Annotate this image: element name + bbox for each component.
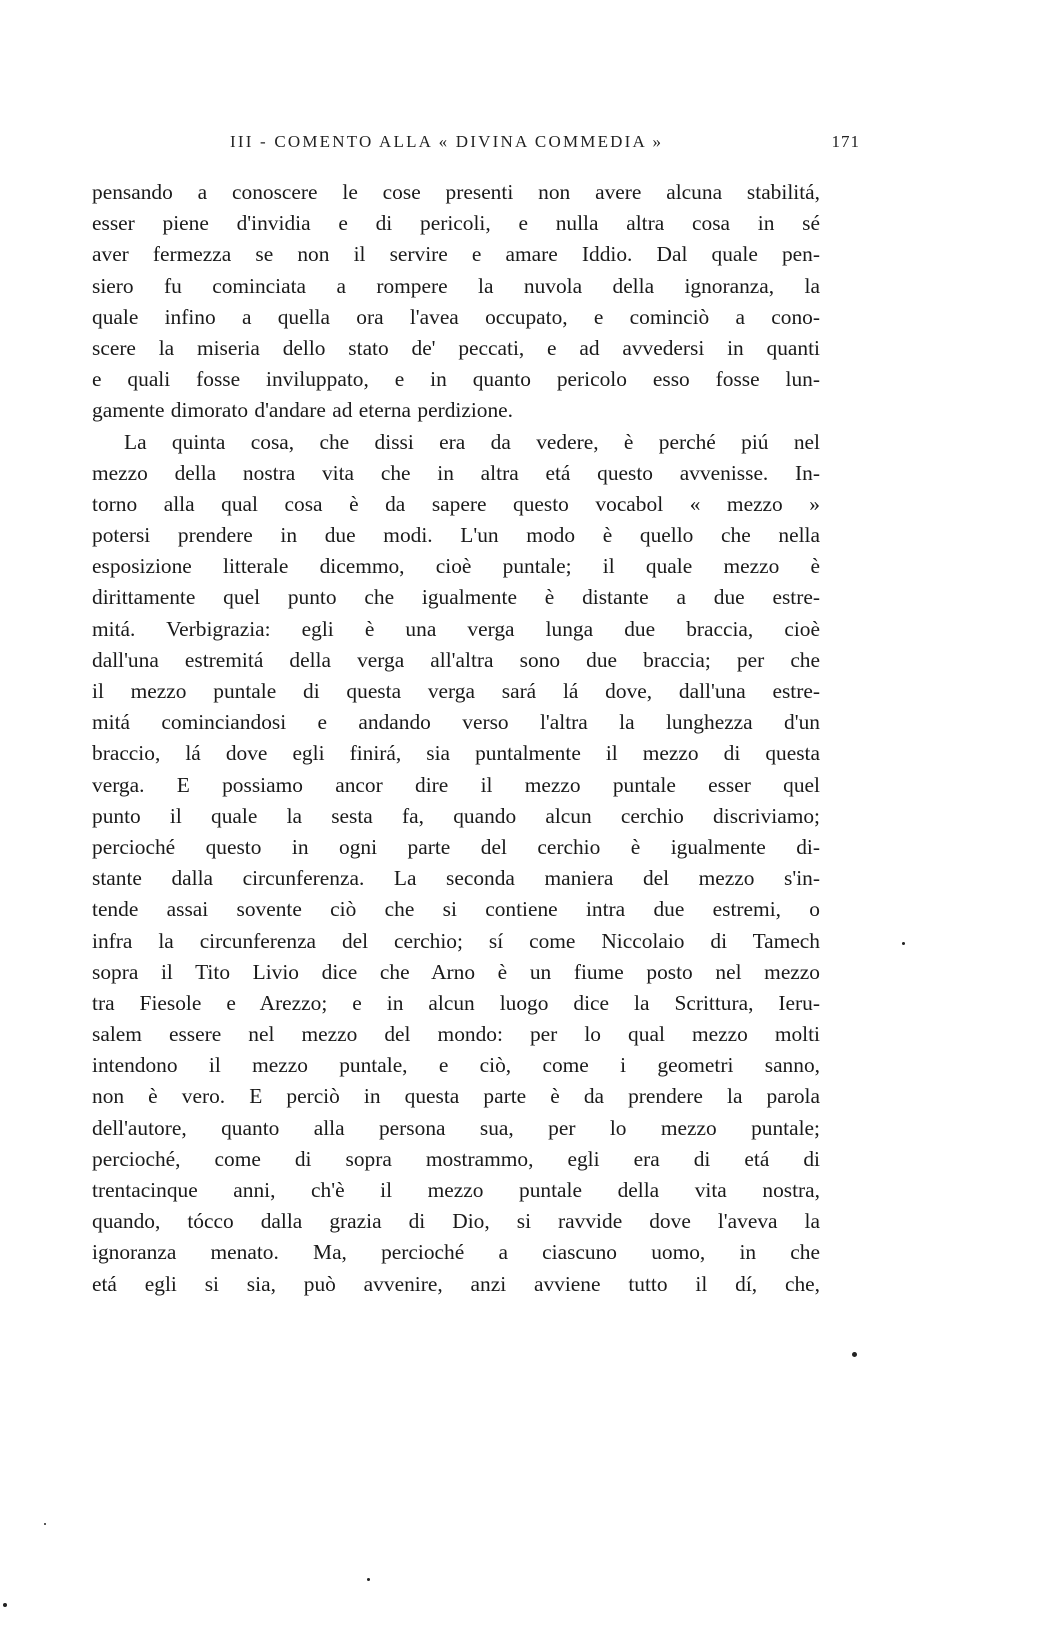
text-line: ignoranza menato. Ma, percioché a ciascuno uomo, in che	[92, 1240, 820, 1265]
text-line: scere la miseria dello stato de' peccati, e ad avvedersi in quanti	[92, 335, 820, 360]
text-line: il mezzo puntale di questa verga sará lá dove, dall'una estre-	[92, 679, 820, 703]
text-line: gamente dimorato d'andare ad eterna perdizione.	[92, 398, 514, 423]
text-line: trentacinque anni, ch'è il mezzo puntale della vita nostra,	[92, 1178, 820, 1202]
text-line: dirittamente quel punto che igualmente è distante a due estre-	[92, 585, 820, 610]
text-line: esser piene d'invidia e di pericoli, e nulla altra cosa in sé	[92, 211, 820, 236]
text-line: potersi prendere in due modi. L'un modo è quello che nella	[92, 523, 820, 548]
text-line: etá egli si sia, può avvenire, anzi avviene tutto il dí, che,	[92, 1271, 820, 1296]
text-line: intendono il mezzo puntale, e ciò, come i geometri sanno,	[92, 1053, 820, 1078]
text-line: torno alla qual cosa è da sapere questo vocabol « mezzo »	[92, 491, 820, 516]
text-line: salem essere nel mezzo del mondo: per lo qual mezzo molti	[92, 1022, 820, 1047]
text-line: mezzo della nostra vita che in altra etá questo avvenisse. In-	[92, 460, 820, 485]
text-line: quale infino a quella ora l'avea occupato, e cominciò a cono-	[92, 304, 820, 329]
text-line: sopra il Tito Livio dice che Arno è un fiume posto nel mezzo	[92, 959, 820, 984]
scan-speck	[367, 1578, 370, 1581]
text-line: infra la circunferenza del cerchio; sí come Niccolaio di Tamech	[92, 928, 820, 953]
text-line: percioché, come di sopra mostrammo, egli era di etá di	[92, 1146, 820, 1171]
text-line: aver fermezza se non il servire e amare Iddio. Dal quale pen-	[92, 242, 820, 267]
text-line: dell'autore, quanto alla persona sua, per lo mezzo puntale;	[92, 1115, 820, 1140]
text-line: mitá. Verbigrazia: egli è una verga lunga due braccia, cioè	[92, 616, 820, 641]
text-line: La quinta cosa, che dissi era da vedere, è perché piú nel	[124, 429, 820, 454]
text-line: tende assai sovente ciò che si contiene intra due estremi, o	[92, 897, 820, 922]
text-line: percioché questo in ogni parte del cerchio è igualmente di-	[92, 834, 820, 859]
text-line: e quali fosse inviluppato, e in quanto pericolo esso fosse lun-	[92, 367, 820, 392]
text-line: verga. E possiamo ancor dire il mezzo puntale esser quel	[92, 772, 820, 797]
text-line: non è vero. E perciò in questa parte è da prendere la parola	[92, 1084, 820, 1109]
text-line: braccio, lá dove egli finirá, sia puntalmente il mezzo di questa	[92, 741, 820, 766]
text-line: stante dalla circunferenza. La seconda maniera del mezzo s'in-	[92, 866, 820, 891]
text-line: dall'una estremitá della verga all'altra sono due braccia; per che	[92, 647, 820, 672]
scan-speck	[3, 1603, 7, 1607]
page-number: 171	[831, 132, 860, 151]
text-line: punto il quale la sesta fa, quando alcun cerchio discriviamo;	[92, 803, 820, 828]
text-line: tra Fiesole e Arezzo; e in alcun luogo dice la Scrittura, Ieru-	[92, 990, 820, 1015]
running-title: III - COMENTO ALLA « DIVINA COMMEDIA »	[230, 132, 664, 151]
text-line: mitá cominciandosi e andando verso l'altra la lunghezza d'un	[92, 710, 820, 735]
text-line: pensando a conoscere le cose presenti non avere alcuna stabilitá,	[92, 180, 820, 204]
scan-speck	[44, 1523, 46, 1525]
text-line: siero fu cominciata a rompere la nuvola della ignoranza, la	[92, 273, 820, 298]
text-line: esposizione litterale dicemmo, cioè puntale; il quale mezzo è	[92, 554, 820, 579]
body-text	[92, 177, 820, 1300]
scan-speck	[852, 1352, 857, 1357]
text-line: quando, tócco dalla grazia di Dio, si ravvide dove l'aveva la	[92, 1209, 820, 1234]
scan-speck	[902, 942, 905, 945]
